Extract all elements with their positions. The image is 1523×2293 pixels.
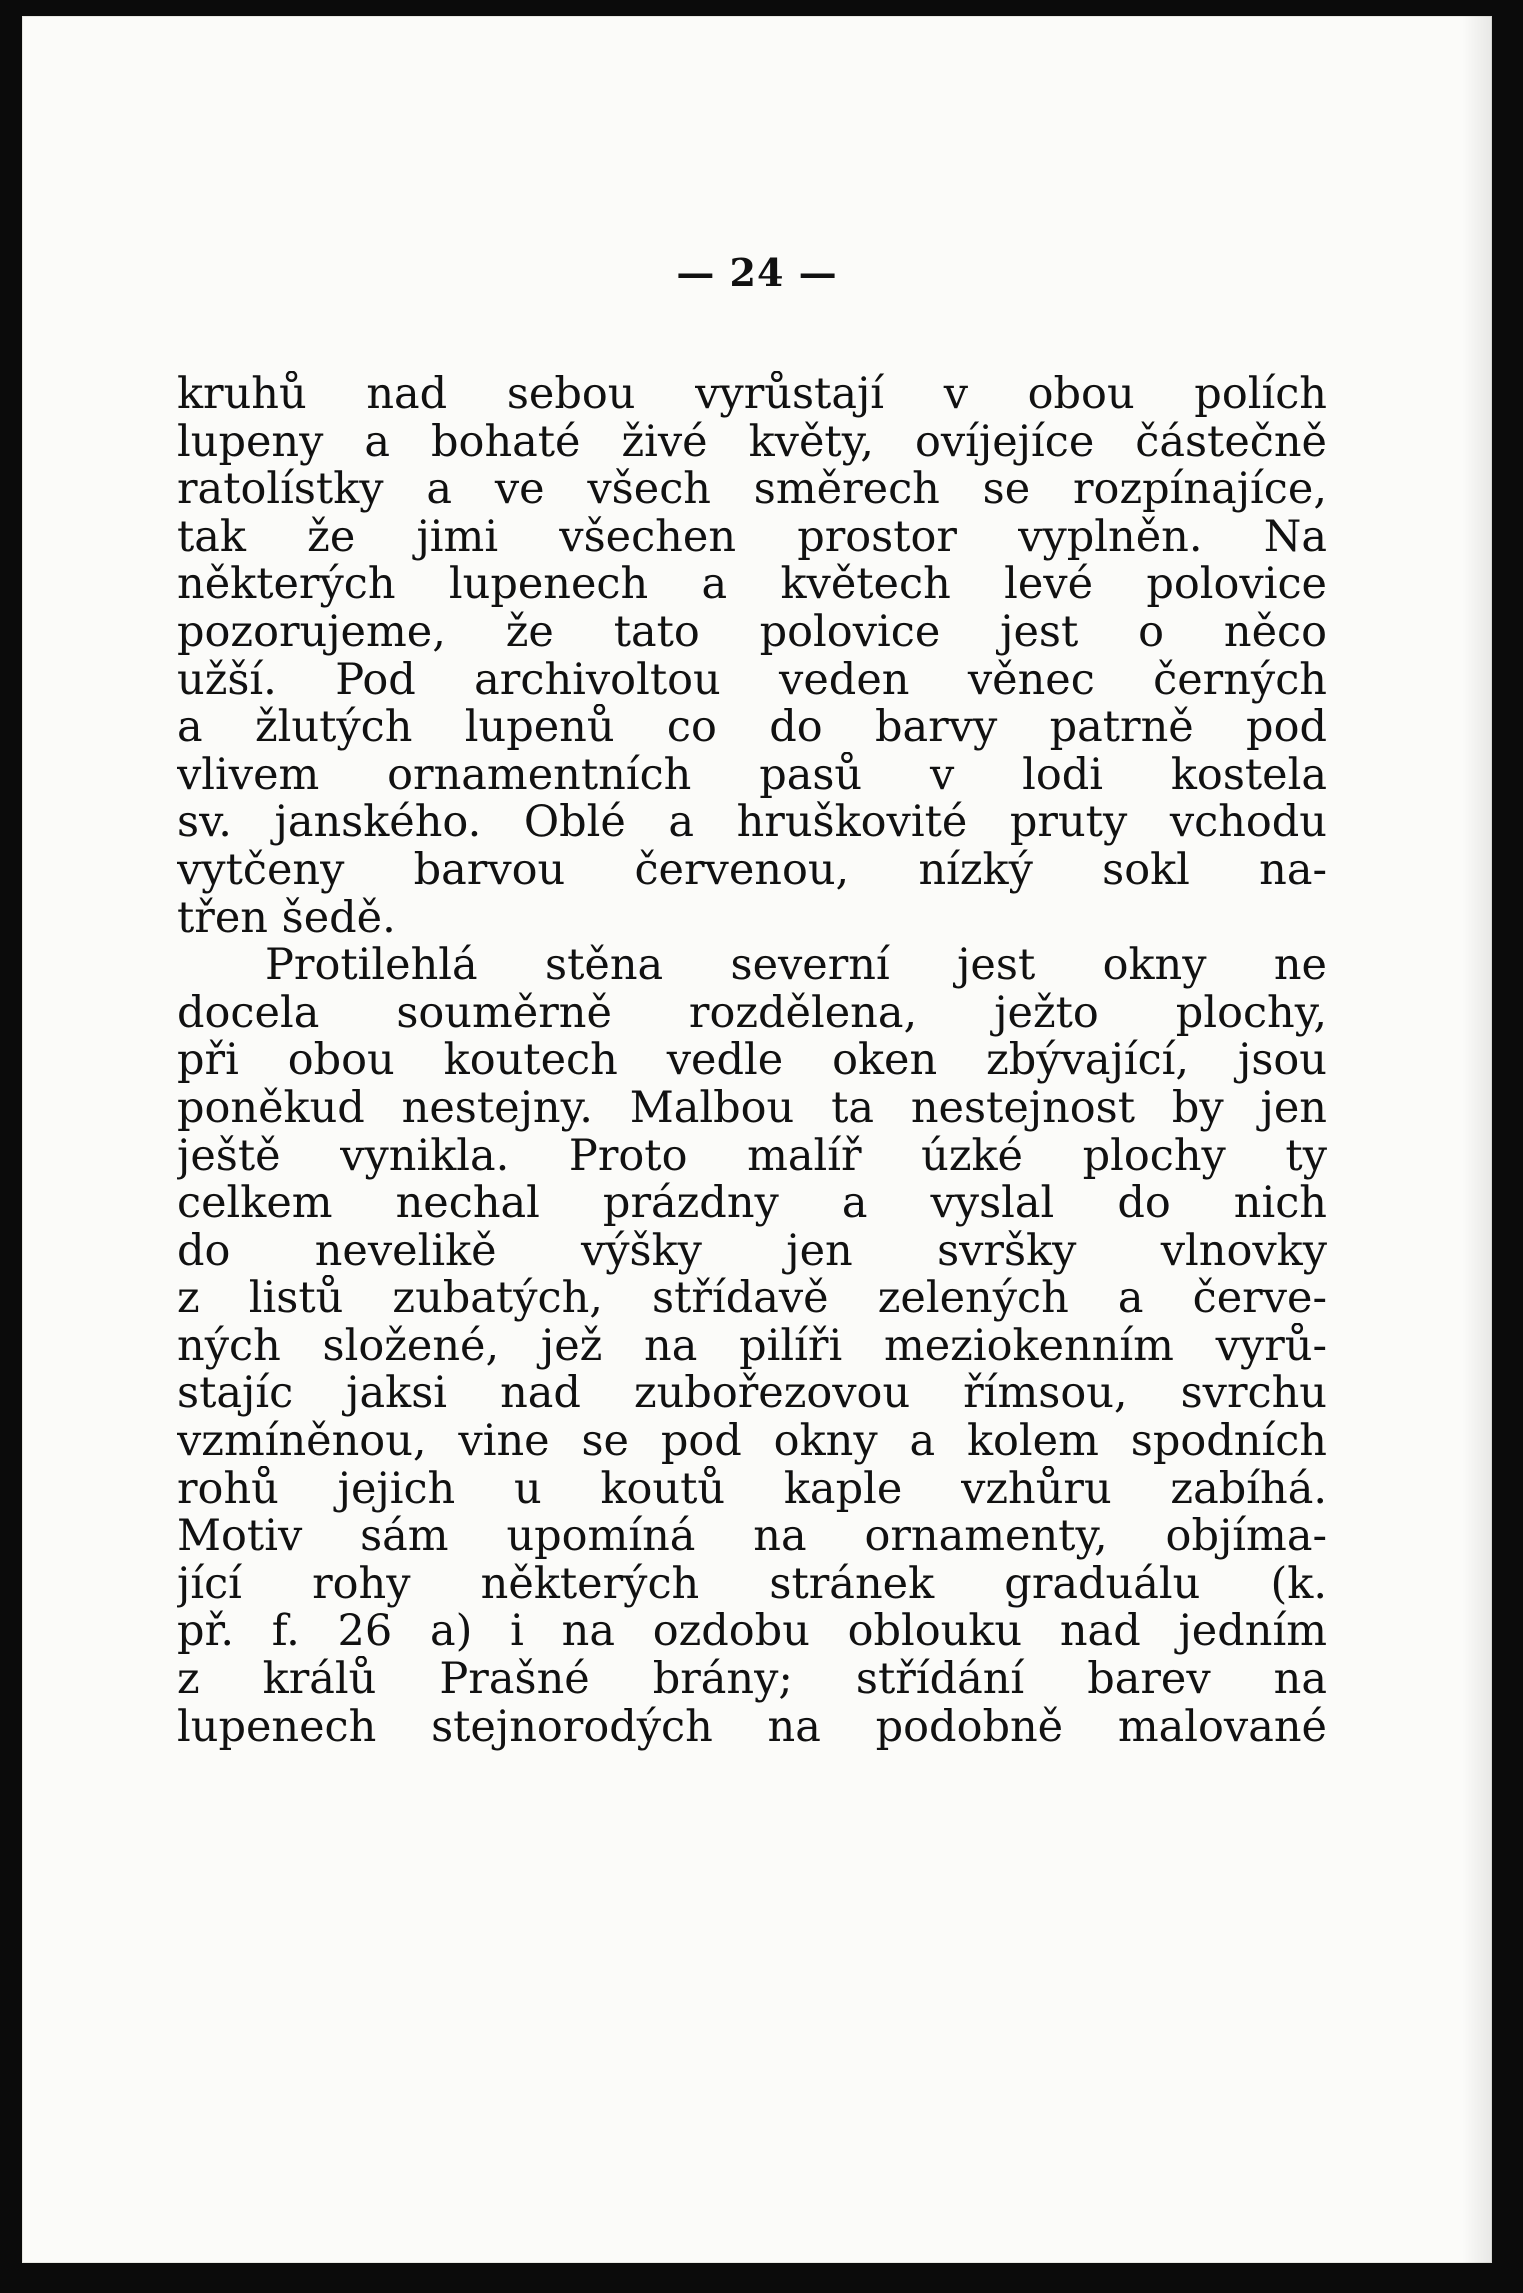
text-line: při obou koutech vedle oken zbývající, jsou — [177, 1037, 1327, 1085]
page-edge-shadow — [1462, 16, 1492, 2263]
text-line: docela souměrně rozdělena, ježto plochy, — [177, 989, 1327, 1038]
text-line: ještě vynikla. Proto malíř úzké plochy ty — [177, 1132, 1327, 1181]
text-line: jící rohy některých stránek graduálu (k. — [177, 1560, 1327, 1609]
text-line: z králů Prašné brány; střídání barev na — [177, 1656, 1327, 1704]
text-line: ratolístky a ve všech směrech se rozpínajíce, — [177, 466, 1327, 514]
page-number: — 24 — — [676, 250, 838, 295]
text-line: ných složené, jež na pilíři meziokenním vyrů- — [177, 1322, 1327, 1371]
text-line: tak že jimi všechen prostor vyplněn. Na — [177, 513, 1327, 562]
text-line: lupenech stejnorodých na podobně malované — [177, 1703, 1327, 1752]
text-line: Motiv sám upomíná na ornamenty, objíma- — [177, 1513, 1327, 1561]
text-line: lupeny a bohaté živé květy, ovíjejíce částečně — [177, 418, 1327, 467]
text-line: poněkud nestejny. Malbou ta nestejnost by jen — [177, 1084, 1327, 1133]
text-line: pozorujeme, že tato polovice jest o něco — [177, 608, 1327, 657]
text-line: př. f. 26 a) i na ozdobu oblouku nad jedním — [177, 1608, 1327, 1657]
text-line: do nevelikě výšky jen svršky vlnovky — [177, 1227, 1327, 1276]
text-line: a žlutých lupenů co do barvy patrně pod — [177, 704, 1327, 752]
text-line: vytčeny barvou červenou, nízký sokl na- — [177, 846, 1327, 895]
text-line: užší. Pod archivoltou veden věnec černých — [177, 656, 1327, 705]
text-line: některých lupenech a květech levé polovice — [177, 561, 1327, 609]
body-text — [177, 371, 1327, 1751]
text-line: vzmíněnou, vine se pod okny a kolem spodních — [177, 1418, 1327, 1466]
text-line: třen šedě. — [177, 894, 396, 943]
text-line: rohů jejich u koutů kaple vzhůru zabíhá. — [177, 1465, 1327, 1514]
text-line: celkem nechal prázdny a vyslal do nich — [177, 1180, 1327, 1228]
text-line: kruhů nad sebou vyrůstají v obou polích — [177, 371, 1327, 419]
text-line: stajíc jaksi nad zubořezovou římsou, svrchu — [177, 1370, 1327, 1419]
text-line: z listů zubatých, střídavě zelených a červe- — [177, 1275, 1327, 1323]
book-page — [22, 16, 1492, 2263]
text-line: vlivem ornamentních pasů v lodi kostela — [177, 751, 1327, 800]
paragraph-start-line: Protilehlá stěna severní jest okny ne — [265, 942, 1327, 990]
text-line: sv. janského. Oblé a hruškovité pruty vchodu — [177, 799, 1327, 847]
